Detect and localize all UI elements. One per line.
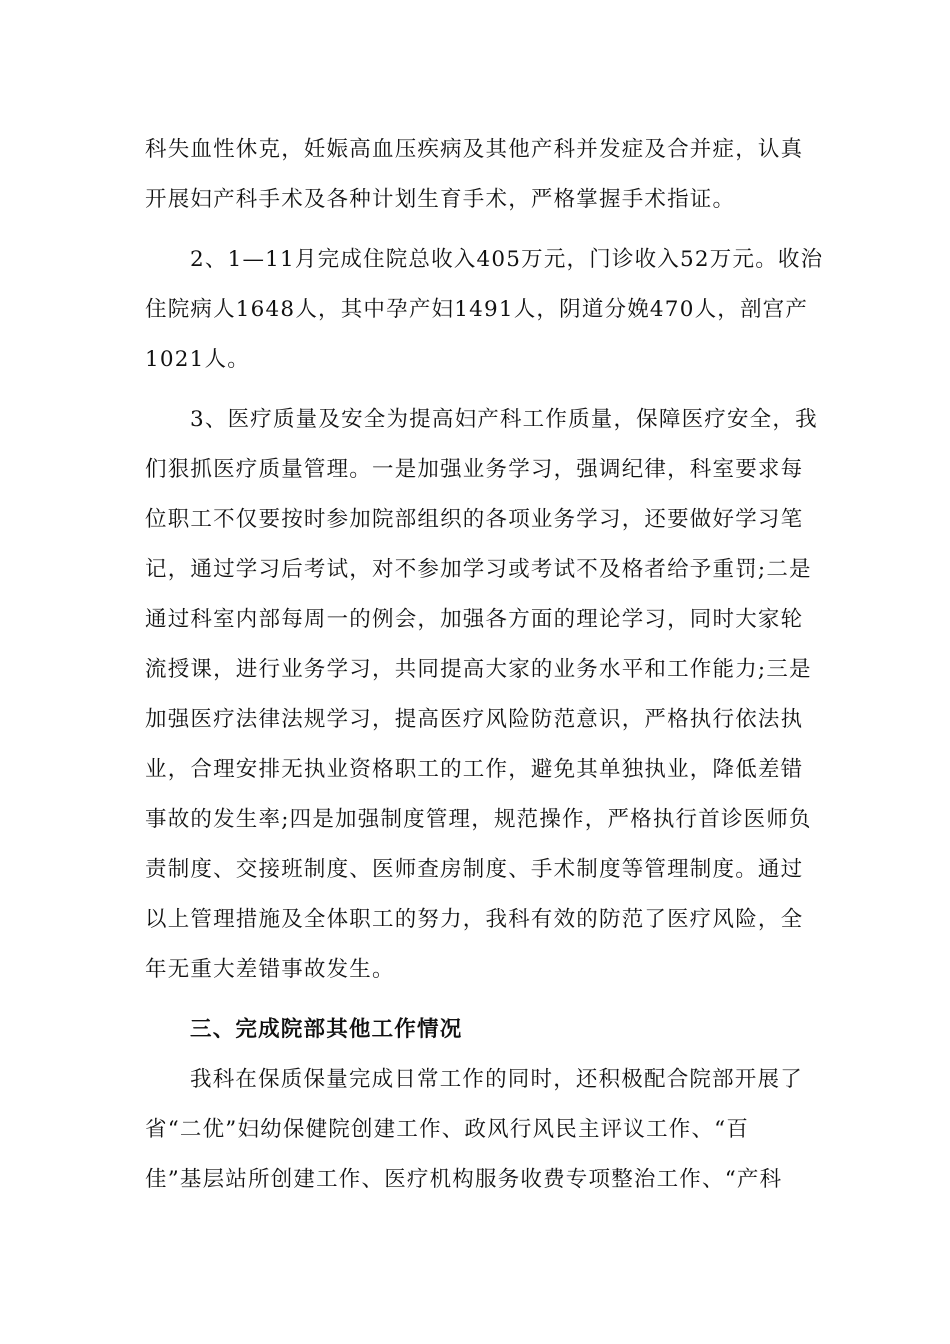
paragraph-3-line-4: 记，通过学习后考试，对不参加学习或考试不及格者给予重罚;二是 [145, 557, 812, 582]
closing-paragraph-line-3: 佳”基层站所创建工作、医疗机构服务收费专项整治工作、“产科 [145, 1167, 783, 1192]
paragraph-3-line-12: 年无重大差错事故发生。 [145, 957, 395, 982]
closing-paragraph-line-1: 我科在保质保量完成日常工作的同时，还积极配合院部开展了 [190, 1067, 803, 1092]
paragraph-2-line-3: 1021人。 [145, 347, 250, 372]
paragraph-1-line-2: 开展妇产科手术及各种计划生育手术，严格掌握手术指证。 [145, 187, 736, 212]
paragraph-3-line-6: 流授课，进行业务学习，共同提高大家的业务水平和工作能力;三是 [145, 657, 812, 682]
paragraph-2-line-2: 住院病人1648人，其中孕产妇1491人，阴道分娩470人，剖宫产 [145, 297, 809, 322]
paragraph-1-line-1: 科失血性休克，妊娠高血压疾病及其他产科并发症及合并症，认真 [145, 137, 804, 162]
paragraph-3-line-7: 加强医疗法律法规学习，提高医疗风险防范意识，严格执行依法执 [145, 707, 804, 732]
paragraph-3-line-5: 通过科室内部每周一的例会，加强各方面的理论学习，同时大家轮 [145, 607, 804, 632]
paragraph-2-line-1: 2、1—11月完成住院总收入405万元，门诊收入52万元。收治 [190, 247, 824, 272]
paragraph-3-line-1: 3、医疗质量及安全为提高妇产科工作质量，保障医疗安全，我 [190, 407, 818, 432]
paragraph-3-line-2: 们狠抓医疗质量管理。一是加强业务学习，强调纪律，科室要求每 [145, 457, 804, 482]
paragraph-3-line-9: 事故的发生率;四是加强制度管理，规范操作，严格执行首诊医师负 [145, 807, 812, 832]
closing-paragraph-line-2: 省“二优”妇幼保健院创建工作、政风行风民主评议工作、“百 [145, 1117, 750, 1142]
paragraph-3-line-3: 位职工不仅要按时参加院部组织的各项业务学习，还要做好学习笔 [145, 507, 804, 532]
paragraph-3-line-11: 以上管理措施及全体职工的努力，我科有效的防范了医疗风险，全 [145, 907, 804, 932]
paragraph-3-line-10: 责制度、交接班制度、医师查房制度、手术制度等管理制度。通过 [145, 857, 804, 882]
paragraph-3-line-8: 业，合理安排无执业资格职工的工作，避免其单独执业，降低差错 [145, 757, 804, 782]
section-heading: 三、完成院部其他工作情况 [190, 1017, 463, 1042]
